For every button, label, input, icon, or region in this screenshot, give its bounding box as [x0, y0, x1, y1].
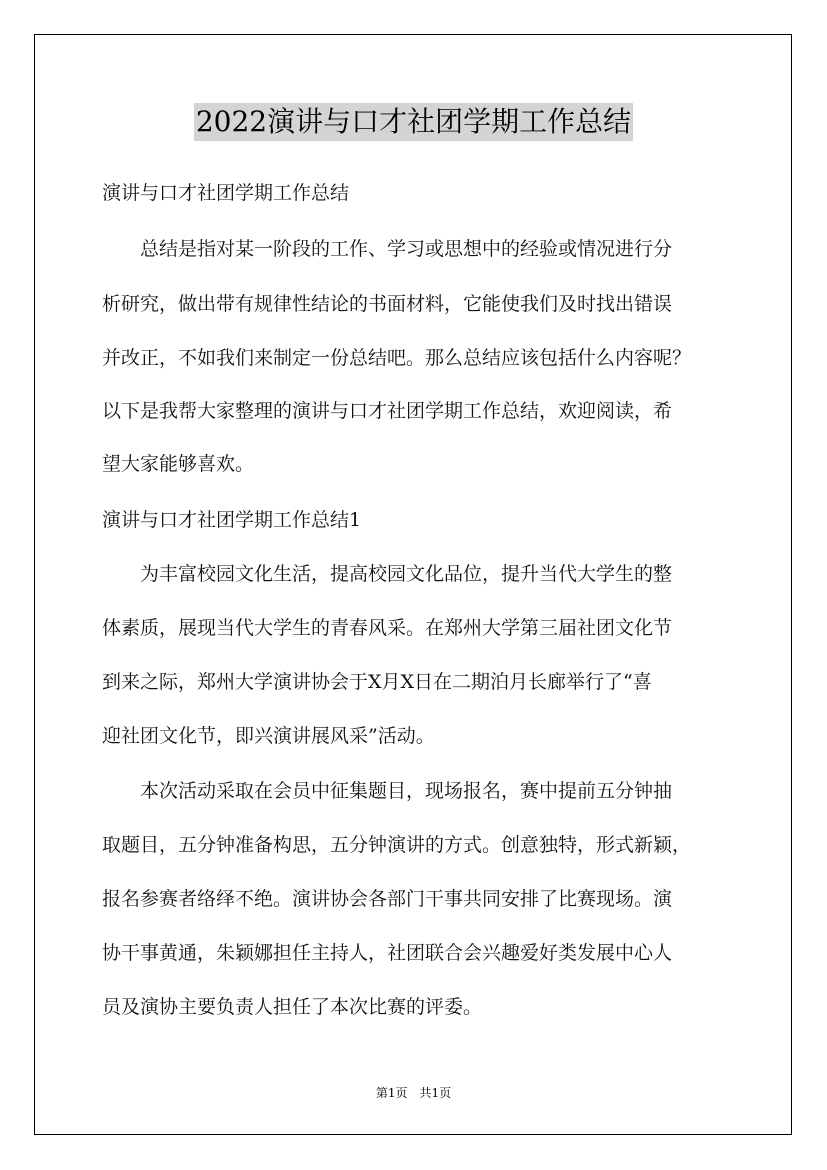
para2-line-2: 取题目，五分钟准备构思，五分钟演讲的方式。创意独特，形式新颖， — [102, 834, 692, 856]
para1-line-3: 到来之际，郑州大学演讲协会于X月X日在二期泊月长廊举行了“喜 — [102, 671, 652, 693]
intro-line-5: 望大家能够喜欢。 — [102, 453, 255, 475]
para2-line-3: 报名参赛者络绎不绝。演讲协会各部门干事共同安排了比赛现场。演 — [102, 888, 673, 910]
para1-line-2: 体素质，展现当代大学生的青春风采。在郑州大学第三届社团文化节 — [102, 617, 673, 639]
section-heading: 演讲与口才社团学期工作总结1 — [102, 509, 362, 531]
para2-line-5: 员及演协主要负责人担任了本次比赛的评委。 — [102, 996, 483, 1018]
para2-line-1: 本次活动采取在会员中征集题目，现场报名，赛中提前五分钟抽 — [102, 780, 673, 802]
para2-line-4: 协干事黄通，朱颖娜担任主持人，社团联合会兴趣爱好类发展中心人 — [102, 942, 673, 964]
intro-line-2: 析研究，做出带有规律性结论的书面材料，它能使我们及时找出错误 — [102, 293, 673, 315]
intro-line-1: 总结是指对某一阶段的工作、学习或思想中的经验或情况进行分 — [102, 238, 673, 260]
para1-line-1: 为丰富校园文化生活，提高校园文化品位，提升当代大学生的整 — [102, 563, 673, 585]
intro-line-4: 以下是我帮大家整理的演讲与口才社团学期工作总结，欢迎阅读，希 — [102, 400, 673, 422]
page-footer: 第1页 共1页 — [375, 1086, 452, 1100]
subtitle: 演讲与口才社团学期工作总结 — [102, 182, 350, 204]
intro-line-3: 并改正，不如我们来制定一份总结吧。那么总结应该包括什么内容呢？ — [102, 347, 692, 369]
document-title: 2022演讲与口才社团学期工作总结 — [194, 103, 633, 141]
para1-line-4: 迎社团文化节，即兴演讲展风采”活动。 — [102, 725, 435, 747]
title-container — [0, 103, 827, 141]
